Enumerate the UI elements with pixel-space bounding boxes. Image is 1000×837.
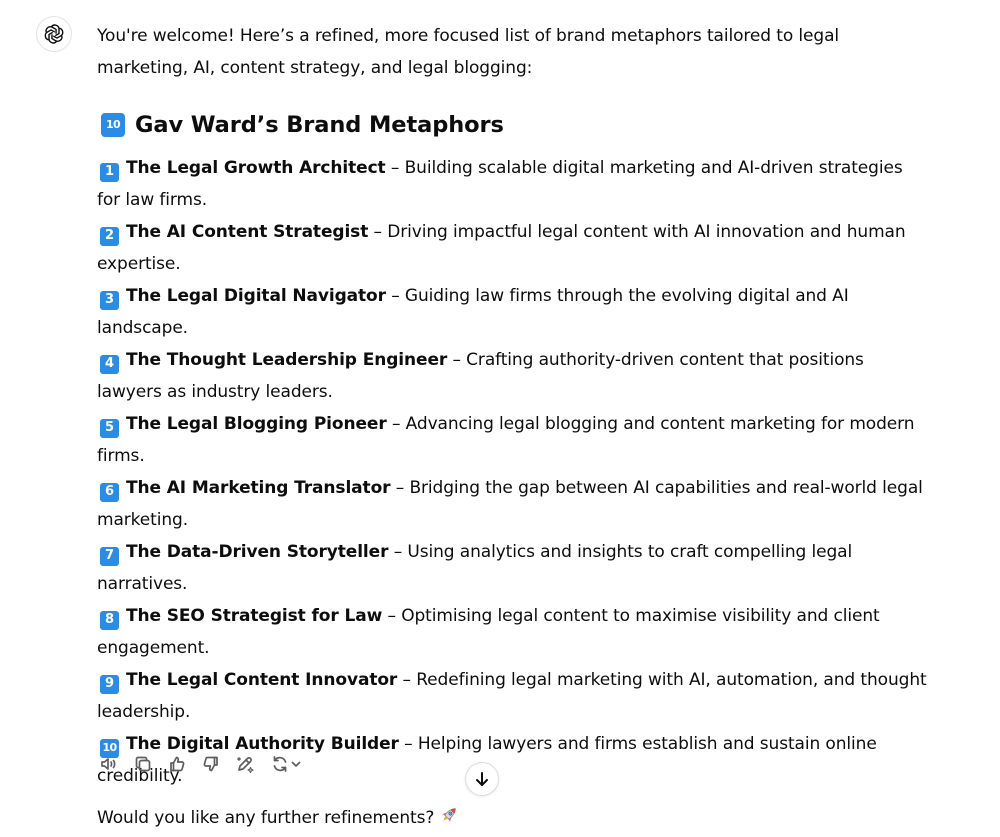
list-item — [97, 472, 927, 536]
thumbs-down-icon — [201, 754, 221, 774]
regenerate-button[interactable] — [267, 751, 305, 777]
edit-canvas-icon — [235, 754, 255, 774]
chevron-down-icon — [290, 758, 302, 770]
openai-logo-icon — [42, 22, 66, 46]
item-title: The Legal Growth Architect — [126, 158, 386, 178]
good-response-button[interactable] — [165, 751, 189, 777]
keycap-1-icon: 1 — [100, 163, 119, 182]
item-text: – Redefining legal marketing with AI, automation, and thought leadership. — [97, 670, 927, 722]
keycap-10-icon: 10 — [100, 739, 119, 758]
keycap-7-icon: 7 — [100, 547, 119, 566]
arrow-down-icon — [473, 770, 491, 788]
scroll-to-bottom-button[interactable] — [465, 762, 499, 796]
list-item — [97, 152, 927, 216]
item-text: – Crafting authority-driven content that positions lawyers as industry leaders. — [97, 350, 864, 402]
read-aloud-icon — [99, 754, 119, 774]
keycap-5-icon: 5 — [100, 419, 119, 438]
item-text: – Bridging the gap between AI capabilities and real-world legal marketing. — [97, 478, 923, 530]
keycap-4-icon: 4 — [100, 355, 119, 374]
keycap-2-icon: 2 — [100, 227, 119, 246]
keycap-9-icon: 9 — [100, 675, 119, 694]
item-title: The Legal Digital Navigator — [126, 286, 386, 306]
item-title: The Legal Blogging Pioneer — [126, 414, 387, 434]
item-text: – Building scalable digital marketing and AI-driven strategies for law firms. — [97, 158, 903, 210]
item-text: – Using analytics and insights to craft compelling legal narratives. — [97, 542, 853, 594]
keycap-8-icon: 8 — [100, 611, 119, 630]
item-title: The Digital Authority Builder — [126, 734, 399, 754]
message-outro — [97, 802, 927, 837]
keycap-6-icon: 6 — [100, 483, 119, 502]
list-item — [97, 536, 927, 600]
assistant-avatar — [36, 16, 72, 52]
list-item — [97, 280, 927, 344]
outro-text: Would you like any further refinements? — [97, 808, 435, 828]
item-title: The SEO Strategist for Law — [126, 606, 383, 626]
copy-icon — [133, 754, 153, 774]
copy-button[interactable] — [131, 751, 155, 777]
item-title: The AI Marketing Translator — [126, 478, 391, 498]
message-actions — [97, 750, 305, 778]
regenerate-icon — [270, 754, 290, 774]
heading-title: Gav Ward’s Brand Metaphors — [135, 112, 504, 138]
assistant-message — [97, 20, 927, 837]
thumbs-up-icon — [167, 754, 187, 774]
edit-in-canvas-button[interactable] — [233, 751, 257, 777]
rocket-icon — [438, 804, 460, 837]
metaphor-list — [97, 152, 927, 792]
item-text: – Advancing legal blogging and content marketing for modern firms. — [97, 414, 915, 466]
list-item — [97, 216, 927, 280]
list-item — [97, 600, 927, 664]
keycap-3-icon: 3 — [100, 291, 119, 310]
list-item — [97, 408, 927, 472]
item-text: – Guiding law firms through the evolving digital and AI landscape. — [97, 286, 849, 338]
item-text: – Driving impactful legal content with AI innovation and human expertise. — [97, 222, 906, 274]
list-item — [97, 344, 927, 408]
bad-response-button[interactable] — [199, 751, 223, 777]
item-title: The Thought Leadership Engineer — [126, 350, 448, 370]
item-title: The AI Content Strategist — [126, 222, 369, 242]
item-title: The Legal Content Innovator — [126, 670, 398, 690]
section-heading — [101, 108, 927, 142]
list-item — [97, 664, 927, 728]
item-title: The Data-Driven Storyteller — [126, 542, 389, 562]
message-intro: You're welcome! Here’s a refined, more focused list of brand metaphors tailored to legal marketing, AI, content strategy, and legal blogging: — [97, 26, 840, 78]
read-aloud-button[interactable] — [97, 751, 121, 777]
item-text: – Helping lawyers and firms establish and sustain online credibility. — [97, 734, 877, 786]
keycap-ten-icon: 10 — [101, 113, 125, 137]
item-text: – Optimising legal content to maximise visibility and client engagement. — [97, 606, 880, 658]
